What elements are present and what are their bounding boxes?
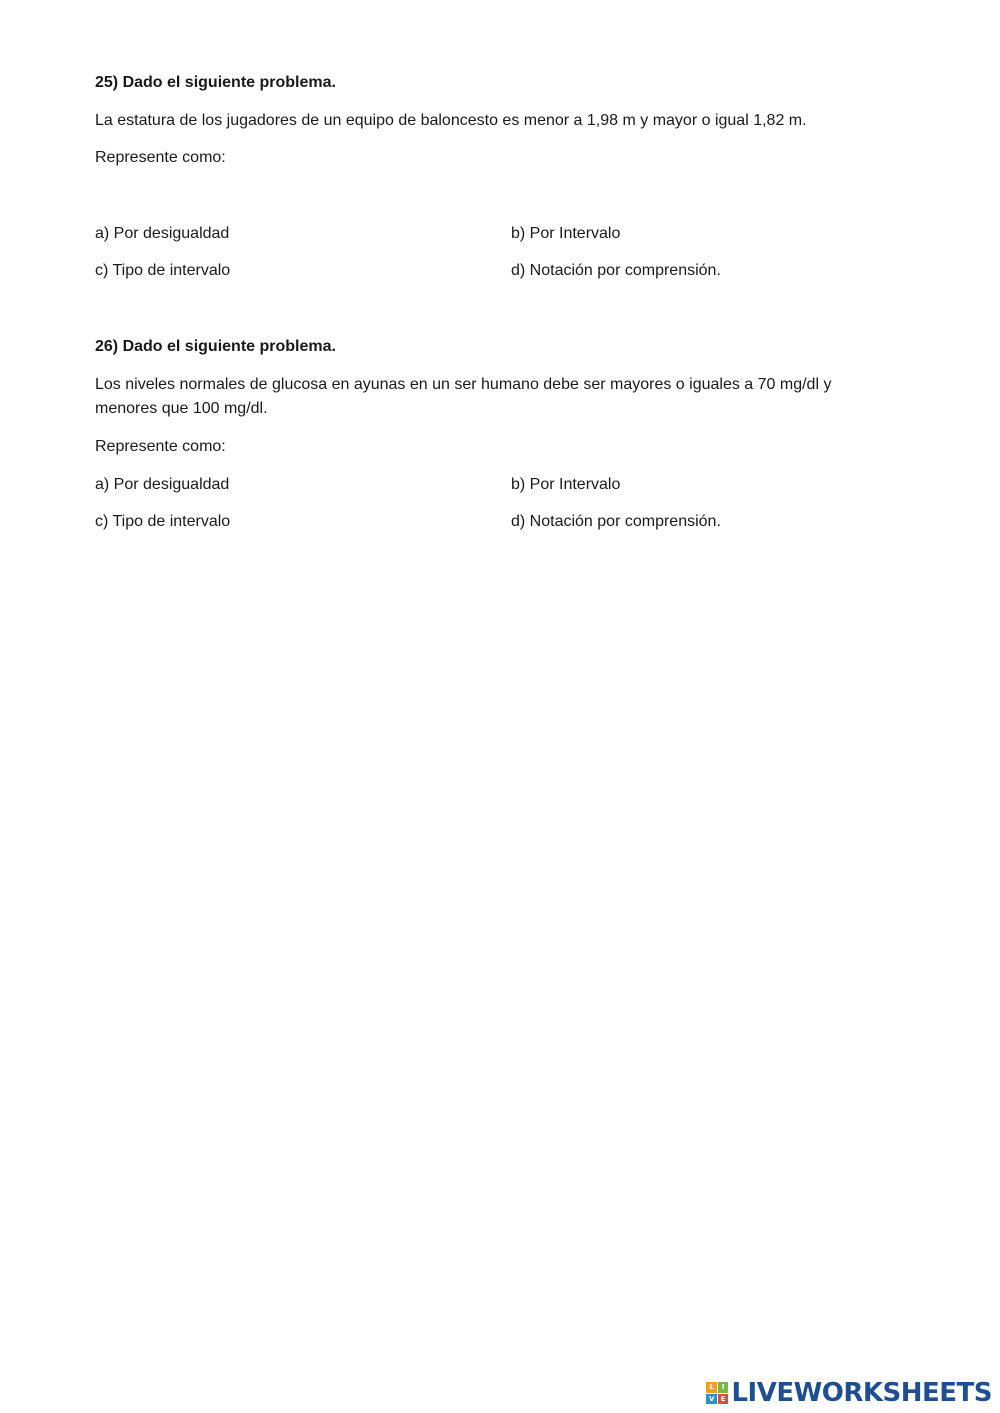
problem-25-option-d: d) Notación por comprensión.	[511, 262, 721, 279]
problem-26-heading: 26) Dado el siguiente problema.	[95, 338, 336, 355]
logo-letter-v: V	[706, 1394, 717, 1405]
logo-text: LIVEWORKSHEETS	[731, 1378, 992, 1408]
logo-grid-icon	[706, 1382, 728, 1404]
problem-26-option-d: d) Notación por comprensión.	[511, 513, 721, 530]
liveworksheets-logo	[706, 1379, 992, 1407]
logo-letter-l: L	[706, 1382, 717, 1393]
problem-26-statement-line2: menores que 100 mg/dl.	[95, 400, 268, 417]
problem-26-statement-line1: Los niveles normales de glucosa en ayunas en un ser humano debe ser mayores o iguales a 70 mg/dl y	[95, 376, 832, 393]
problem-25-option-b: b) Por Intervalo	[511, 225, 621, 242]
problem-26-option-c: c) Tipo de intervalo	[95, 513, 231, 530]
problem-26-option-a: a) Por desigualdad	[95, 476, 230, 493]
problem-25-heading: 25) Dado el siguiente problema.	[95, 74, 336, 91]
logo-letter-i: I	[718, 1382, 729, 1393]
problem-25-statement: La estatura de los jugadores de un equipo de baloncesto es menor a 1,98 m y mayor o igual 1,82 m.	[95, 112, 807, 129]
problem-25-instruction: Represente como:	[95, 149, 226, 166]
problem-26-instruction: Represente como:	[95, 438, 226, 455]
logo-letter-e: E	[718, 1394, 729, 1405]
problem-25-option-a: a) Por desigualdad	[95, 225, 230, 242]
problem-25-option-c: c) Tipo de intervalo	[95, 262, 231, 279]
problem-26-option-b: b) Por Intervalo	[511, 476, 621, 493]
